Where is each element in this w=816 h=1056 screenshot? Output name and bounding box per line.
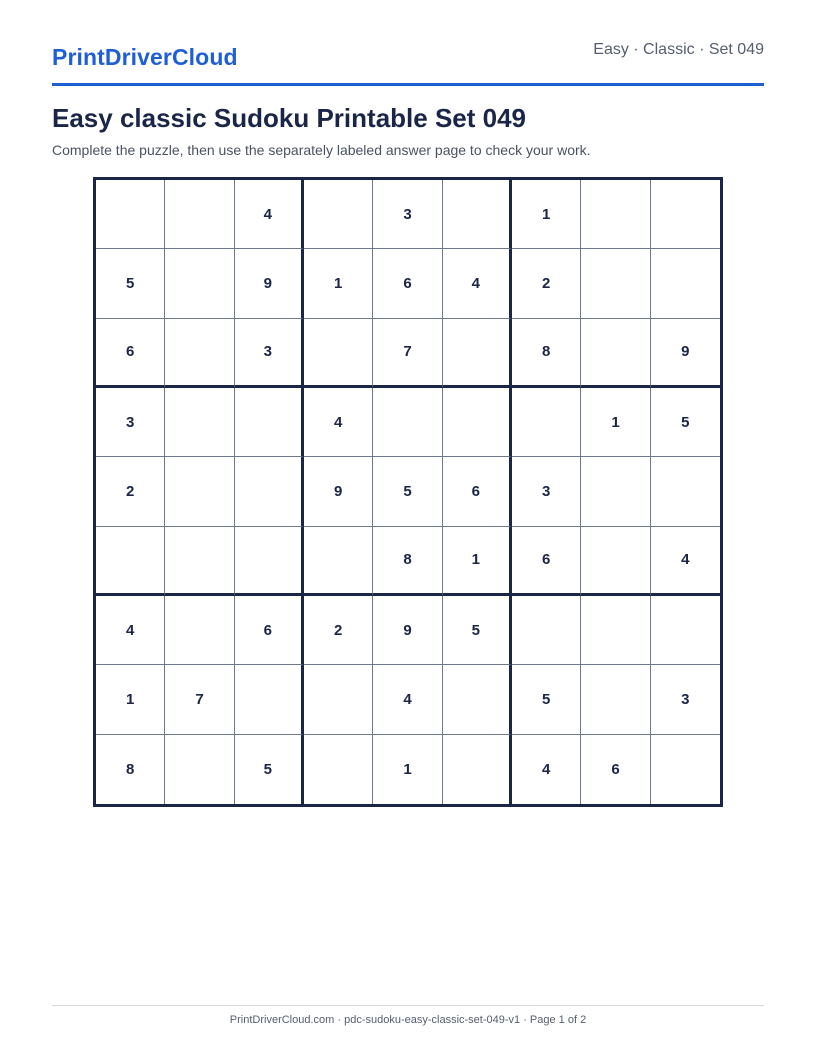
sudoku-cell: 9 bbox=[651, 319, 720, 388]
sudoku-cell: 5 bbox=[512, 665, 581, 734]
sudoku-cell: 8 bbox=[373, 527, 442, 596]
puzzle-meta: Easy · Classic · Set 049 bbox=[593, 41, 764, 58]
sudoku-cell: 4 bbox=[651, 527, 720, 596]
sudoku-cell bbox=[165, 596, 234, 665]
sudoku-cell bbox=[165, 180, 234, 249]
sudoku-cell bbox=[235, 388, 304, 457]
sudoku-cell: 1 bbox=[96, 665, 165, 734]
sudoku-cell bbox=[443, 319, 512, 388]
sudoku-cell bbox=[651, 735, 720, 804]
sudoku-cell bbox=[165, 249, 234, 318]
sudoku-cell bbox=[165, 527, 234, 596]
sudoku-cell: 1 bbox=[443, 527, 512, 596]
sudoku-cell: 9 bbox=[235, 249, 304, 318]
sudoku-cell: 2 bbox=[512, 249, 581, 318]
sudoku-cell bbox=[304, 319, 373, 388]
sudoku-cell: 3 bbox=[96, 388, 165, 457]
sudoku-cell: 5 bbox=[235, 735, 304, 804]
sudoku-cell bbox=[304, 180, 373, 249]
sudoku-cell: 4 bbox=[96, 596, 165, 665]
sudoku-cell: 4 bbox=[304, 388, 373, 457]
sudoku-cell: 6 bbox=[581, 735, 650, 804]
sudoku-cell: 4 bbox=[373, 665, 442, 734]
sudoku-cell bbox=[581, 527, 650, 596]
sudoku-cell: 1 bbox=[512, 180, 581, 249]
sudoku-cell bbox=[581, 180, 650, 249]
sudoku-cell: 2 bbox=[96, 457, 165, 526]
page-subtitle: Complete the puzzle, then use the separately labeled answer page to check your work. bbox=[52, 142, 591, 158]
page-header bbox=[52, 0, 764, 86]
sudoku-cell: 3 bbox=[235, 319, 304, 388]
sudoku-cell: 5 bbox=[373, 457, 442, 526]
sudoku-cell bbox=[165, 388, 234, 457]
sudoku-cell: 7 bbox=[373, 319, 442, 388]
sudoku-cell: 9 bbox=[304, 457, 373, 526]
sudoku-cell bbox=[235, 527, 304, 596]
sudoku-cell: 5 bbox=[651, 388, 720, 457]
sudoku-cell bbox=[581, 457, 650, 526]
sudoku-cell: 3 bbox=[373, 180, 442, 249]
sudoku-cell bbox=[512, 388, 581, 457]
sudoku-cell: 2 bbox=[304, 596, 373, 665]
sudoku-cell bbox=[304, 735, 373, 804]
sudoku-cell: 6 bbox=[373, 249, 442, 318]
sudoku-grid bbox=[93, 177, 723, 807]
sudoku-cell: 7 bbox=[165, 665, 234, 734]
sudoku-cell: 6 bbox=[512, 527, 581, 596]
footer-divider bbox=[52, 1005, 764, 1006]
sudoku-cell: 6 bbox=[443, 457, 512, 526]
brand-logo-text: PrintDriverCloud bbox=[52, 44, 238, 70]
sudoku-cell bbox=[443, 180, 512, 249]
sudoku-cell bbox=[304, 665, 373, 734]
sudoku-cell: 1 bbox=[304, 249, 373, 318]
sudoku-cell: 8 bbox=[512, 319, 581, 388]
sudoku-cell bbox=[165, 457, 234, 526]
sudoku-cell bbox=[165, 735, 234, 804]
sudoku-cell bbox=[581, 319, 650, 388]
sudoku-cell: 6 bbox=[96, 319, 165, 388]
sudoku-cell bbox=[96, 527, 165, 596]
sudoku-cell: 1 bbox=[373, 735, 442, 804]
sudoku-cell: 3 bbox=[512, 457, 581, 526]
sudoku-cell bbox=[581, 665, 650, 734]
sudoku-cell bbox=[96, 180, 165, 249]
page-title: Easy classic Sudoku Printable Set 049 bbox=[52, 103, 527, 133]
sudoku-cell bbox=[581, 249, 650, 318]
sudoku-cell bbox=[373, 388, 442, 457]
sudoku-cell bbox=[512, 596, 581, 665]
sudoku-cell: 5 bbox=[443, 596, 512, 665]
sudoku-cell bbox=[443, 388, 512, 457]
sudoku-cell bbox=[651, 249, 720, 318]
sudoku-cell bbox=[651, 457, 720, 526]
sudoku-cell bbox=[651, 596, 720, 665]
sudoku-cell: 1 bbox=[581, 388, 650, 457]
sudoku-cell: 9 bbox=[373, 596, 442, 665]
sudoku-cell bbox=[651, 180, 720, 249]
sudoku-cell: 4 bbox=[235, 180, 304, 249]
page-footer: PrintDriverCloud.com · pdc-sudoku-easy-classic-set-049-v1 · Page 1 of 2 bbox=[229, 1014, 587, 1026]
sudoku-cell bbox=[443, 735, 512, 804]
sudoku-cell: 8 bbox=[96, 735, 165, 804]
sudoku-cell: 3 bbox=[651, 665, 720, 734]
sudoku-cell: 5 bbox=[96, 249, 165, 318]
sudoku-cell bbox=[443, 665, 512, 734]
sudoku-cell bbox=[304, 527, 373, 596]
sudoku-cell: 4 bbox=[443, 249, 512, 318]
sudoku-cell bbox=[165, 319, 234, 388]
sudoku-cell: 4 bbox=[512, 735, 581, 804]
sudoku-cell bbox=[235, 457, 304, 526]
sudoku-cell bbox=[235, 665, 304, 734]
sudoku-cell: 6 bbox=[235, 596, 304, 665]
sudoku-cell bbox=[581, 596, 650, 665]
